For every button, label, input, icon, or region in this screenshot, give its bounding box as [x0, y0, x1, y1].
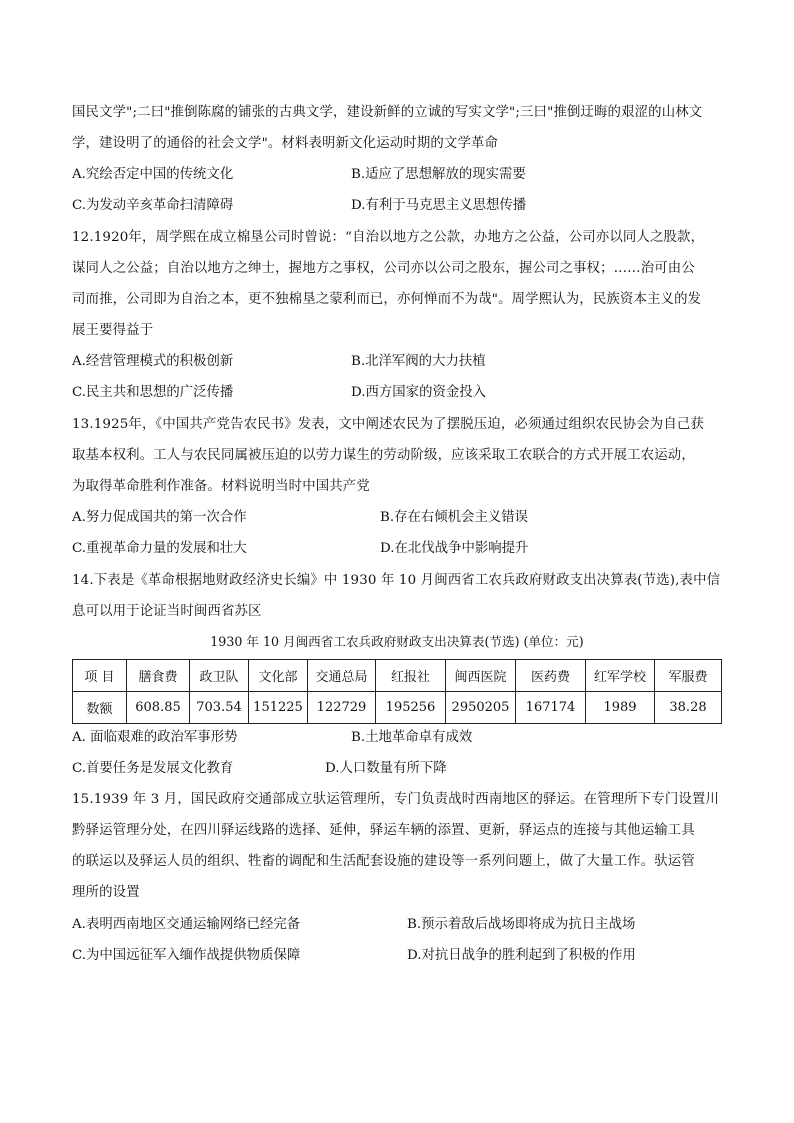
- q12-option-c[interactable]: C.民主共和思想的广泛传播: [72, 385, 234, 400]
- table-cell: 数额: [73, 692, 127, 724]
- q14-option-c[interactable]: C.首要任务是发展文化教育: [72, 761, 234, 776]
- q14-option-a[interactable]: A. 面临艰难的政治军事形势: [72, 730, 238, 745]
- q15-option-d[interactable]: D.对抗日战争的胜利起到了积极的作用: [407, 948, 636, 963]
- q11-option-d[interactable]: D.有利于马克思主义思想传播: [351, 198, 527, 213]
- q15-text-line-2: 黔驿运管理分处，在四川驿运线路的选择、延伸，驿运车辆的添置、更新，驿运点的连接与其他运输工具: [72, 823, 695, 838]
- table-caption: 1930 年 10 月闽西省工农兵政府财政支出决算表(节选) (单位：元): [210, 634, 584, 649]
- q12-option-a[interactable]: A.经营管理模式的积极创新: [72, 354, 234, 369]
- q14-option-d[interactable]: D.人口数量有所下降: [325, 761, 447, 776]
- q13-text-line-1: 13.1925年，《中国共产党告农民书》发表，文中阐述农民为了摆脱压迫，必须通过组织农民协会为自己获: [72, 417, 704, 432]
- q11-text-line-2: 学，建设明了的通俗的社会文学"。材料表明新文化运动时期的文学革命: [72, 136, 499, 151]
- q12-option-b[interactable]: B.北洋军阀的大力扶植: [351, 354, 486, 369]
- q13-text-line-3: 为取得革命胜利作准备。材料说明当时中国共产党: [72, 479, 370, 494]
- q11-option-b[interactable]: B.适应了思想解放的现实需要: [351, 167, 526, 182]
- q15-option-b[interactable]: B.预示着敌后战场即将成为抗日主战场: [407, 917, 636, 932]
- q13-option-d[interactable]: D.在北伐战争中影响提升: [380, 541, 529, 556]
- table-row: [73, 692, 722, 724]
- q12-option-d[interactable]: D.西方国家的资金投入: [351, 385, 487, 400]
- header-cell: 文化部: [249, 660, 308, 692]
- q15-option-c[interactable]: C.为中国远征军入缅作战提供物质保障: [72, 948, 301, 963]
- table-cell: 38.28: [655, 692, 722, 724]
- expenditure-table: [72, 659, 722, 724]
- table-cell: 703.54: [190, 692, 249, 724]
- table-cell: 1989: [586, 692, 655, 724]
- q12-text-line-4: 展王要得益于: [72, 323, 154, 338]
- q11-option-a[interactable]: A.究绘否定中国的传统文化: [72, 167, 234, 182]
- header-cell: 政卫队: [190, 660, 249, 692]
- header-cell: 交通总局: [308, 660, 376, 692]
- table-cell: 608.85: [127, 692, 190, 724]
- table-cell: 151225: [249, 692, 308, 724]
- table-cell: 122729: [308, 692, 376, 724]
- header-cell: 军服费: [655, 660, 722, 692]
- table-header-row: [73, 660, 722, 692]
- header-cell: 闽西医院: [446, 660, 516, 692]
- q11-text-line-1: 国民文学";二曰"推倒陈腐的铺张的古典文学，建设新鲜的立诚的写实文学";三曰"推倒迂晦的艰涩的山林文: [72, 105, 703, 120]
- q13-option-c[interactable]: C.重视革命力量的发展和壮大: [72, 541, 247, 556]
- q12-text-line-3: 司而推，公司即为自治之本，更不独棉垦之蒙利而已，亦何惮而不为哉"。周学熙认为，民族资本主义的发: [72, 292, 702, 307]
- q13-text-line-2: 取基本权利。工人与农民同属被压迫的以劳力谋生的劳动阶级，应该采取工农联合的方式开展工农运动，: [72, 448, 695, 463]
- q14-option-b[interactable]: B.土地革命卓有成效: [351, 730, 473, 745]
- table-cell: 195256: [376, 692, 446, 724]
- q13-option-b[interactable]: B.存在右倾机会主义错误: [380, 510, 529, 525]
- table-cell: 167174: [516, 692, 586, 724]
- header-cell: 膳食费: [127, 660, 190, 692]
- q14-text-line-2: 息可以用于论证当时闽西省苏区: [72, 604, 262, 619]
- q13-option-a[interactable]: A.努力促成国共的第一次合作: [72, 510, 247, 525]
- header-cell: 项 目: [73, 660, 127, 692]
- q15-text-line-3: 的联运以及驿运人员的组织、牲畜的调配和生活配套设施的建设等一系列问题上，做了大量工作。驮运管: [72, 854, 695, 869]
- q12-text-line-1: 12.1920年，周学熙在成立棉垦公司时曾说：“自治以地方之公款，办地方之公益，公司亦以同人之股款，: [72, 230, 705, 245]
- q14-text-line-1: 14.下表是《革命根据地财政经济史长编》中 1930 年 10 月闽西省工农兵政府财政支出决算表(节选),表中信: [72, 573, 721, 588]
- q11-option-c[interactable]: C.为发动辛亥革命扫清障碍: [72, 198, 234, 213]
- q15-text-line-4: 理所的设置: [72, 885, 140, 900]
- q15-option-a[interactable]: A.表明西南地区交通运输网络已经完备: [72, 917, 301, 932]
- header-cell: 红报社: [376, 660, 446, 692]
- table-cell: 2950205: [446, 692, 516, 724]
- q12-text-line-2: 谋同人之公益；自治以地方之绅士，握地方之事权，公司亦以公司之股东，握公司之事权；……治可由公: [72, 261, 695, 276]
- header-cell: 红军学校: [586, 660, 655, 692]
- header-cell: 医药费: [516, 660, 586, 692]
- q15-text-line-1: 15.1939 年 3 月，国民政府交通部成立驮运管理所，专门负责战时西南地区的驿运。在管理所下专门设置川: [72, 792, 720, 807]
